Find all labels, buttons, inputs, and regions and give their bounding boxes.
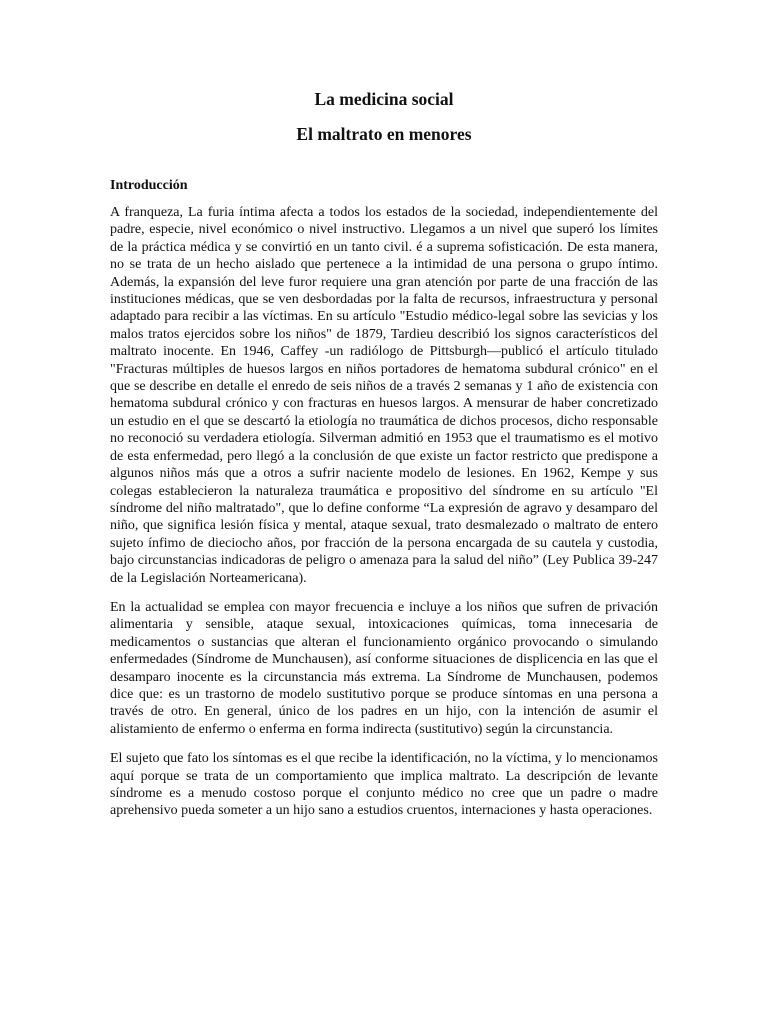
document-title: La medicina social bbox=[314, 89, 454, 109]
paragraph-3: El sujeto que fato los síntomas es el que recibe la identificación, no la víctima, y lo mencionamos aquí porque se trata de un comportamiento que implica maltrato. La descripción de levante síndrome es a menudo costoso porque el conjunto médico no cree que un padre o madre aprehensivo pueda someter a un hijo sano a estudios cruentos, internaciones y hasta operaciones. bbox=[110, 751, 658, 819]
section-heading: Introducción bbox=[110, 178, 188, 193]
paragraph-2: En la actualidad se emplea con mayor frecuencia e incluye a los niños que sufren de privación alimentaria y sensible, ataque sexual, intoxicaciones químicas, toma innecesaria de medicamentos o sustancias que alteran el funcionamiento orgánico provocando o simulando enfermedades (Síndrome de Munchausen), así conforme situaciones de displicencia en las que el desamparo inocente es la circunstancia más extrema. La Síndrome de Munchausen, podemos dice que: es un trastorno de modelo sustitutivo porque se produce síntomas en una persona a través de otro. En general, único de los padres en un hijo, con la intención de asumir el alistamiento de enfermo o enferma en forma indirecta (sustitutivo) según la circunstancia. bbox=[110, 599, 658, 737]
paragraph-1: A franqueza, La furia íntima afecta a todos los estados de la sociedad, independientemente del padre, especie, nivel económico o nivel instructivo. Llegamos a un nivel que superó los límites de la práctica médica y se convirtió en un tanto civil. é a suprema sofisticación. De esta manera, no se trata de un hecho aislado que pertenece a la intimidad de una persona o grupo íntimo. Además, la expansión del leve furor requiere una gran atención por parte de una fracción de las instituciones médicas, que se ven desbordadas por la falta de recursos, infraestructura y personal adaptado para recibir a las víctimas. En su artículo "Estudio médico-legal sobre las sevicias y los malos tratos ejercidos sobre los niños" de 1879, Tardieu describió los signos característicos del maltrato inocente. En 1946, Caffey -un radiólogo de Pittsburgh—publicó el artículo titulado "Fracturas múltiples de huesos largos en niños portadores de hematoma subdural crónico" en el que se describe en detalle el enredo de seis niños de a través 2 semanas y 1 año de existencia con hematoma subdural crónico y con fracturas en huesos largos. A mensurar de haber concretizado un estudio en el que se descartó la etiología no traumática de dichos procesos, dicho responsable no reconoció su verdadera etiología. Silverman admitió en 1953 que el traumatismo es el motivo de esta enfermedad, pero llegó a la conclusión de que existe un factor restricto que predispone a algunos niños más que a otros a sufrir naciente modelo de lesiones. En 1962, Kempe y sus colegas establecieron la naturaleza traumática e propositivo del síndrome en su artículo "El síndrome del niño maltratado", que lo define conforme “La expresión de agravo y desamparo del niño, que significa lesión física y mental, ataque sexual, trato desmalezado o maltrato de entero sujeto ínfimo de dieciocho años, por fracción de la persona encargada de su cautela y custodia, bajo circunstancias indicadoras de peligro o amenaza para la salud del niño” (Ley Publica 39-247 de la Legislación Norteamericana). bbox=[110, 205, 658, 586]
document-subtitle: El maltrato en menores bbox=[296, 124, 472, 144]
